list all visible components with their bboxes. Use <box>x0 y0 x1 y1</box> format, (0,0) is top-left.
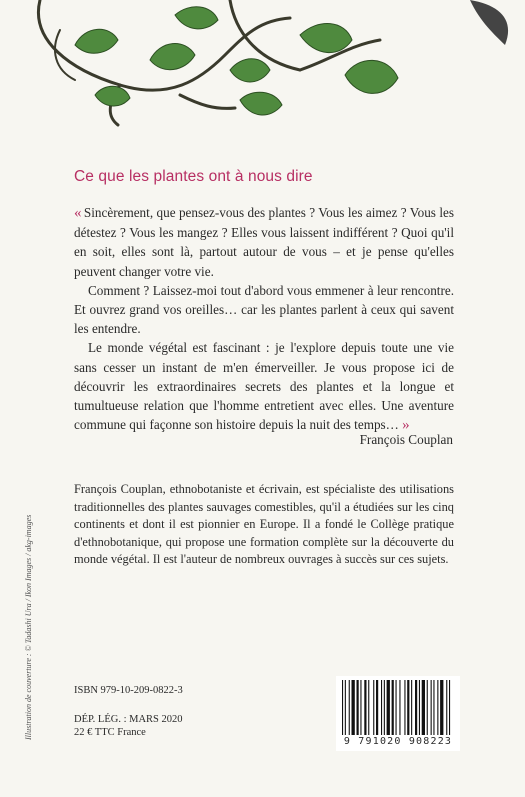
barcode-bar <box>419 680 420 735</box>
barcode-bar <box>342 680 343 735</box>
barcode-bar <box>360 680 361 735</box>
legal-deposit-block <box>74 713 183 739</box>
barcode-bar <box>368 680 369 735</box>
author-bio: François Couplan, ethnobotaniste et écrivain, est spécialiste des utilisations traditionnelles des plantes sauvages comestibles, qu'il a étudiées sur les cinq continents et dont il est pionnier en Europe. Il a fondé le Collège pratique d'ethnobotanique, qui propose une formation complète sur la découverte du monde végétal. Il est l'auteur de nombreux ouvrages à succès sur ces sujets. <box>74 482 454 567</box>
isbn: ISBN 979-10-209-0822-3 <box>74 685 183 696</box>
barcode-bar <box>376 680 378 735</box>
quote-text-2: Comment ? Laissez-moi tout d'abord vous emmener à leur rencontre. Et ouvrez grand vos oreilles… car les plantes parlent à ceux qui savent les entendre. <box>74 282 454 337</box>
barcode-bar <box>364 680 366 735</box>
barcode-bar <box>433 680 434 735</box>
barcode-bar <box>449 680 450 735</box>
legal-deposit: DÉP. LÉG. : MARS 2020 <box>74 714 183 725</box>
quote-paragraph <box>74 338 454 435</box>
barcode-bar <box>440 680 443 735</box>
barcode-bar <box>415 680 417 735</box>
page-title: Ce que les plantes ont à nous dire <box>74 168 313 185</box>
barcode-bar <box>396 680 397 735</box>
vine-leaves-illustration <box>0 0 525 140</box>
barcode-bar <box>352 680 355 735</box>
barcode-bar <box>384 680 385 735</box>
quote-text-1: Sincèrement, que pensez-vous des plantes ? Vous les aimez ? Vous les détestez ? Vous les mangez ? Elles vous laissent indifférent ? Quoi qu'il en soit, elles sont là, partout autour de vous – et je pense qu'elles peuvent changer votre vie. <box>74 205 454 279</box>
barcode-bar <box>427 680 428 735</box>
close-quote-mark: » <box>402 417 409 434</box>
open-quote-mark: « <box>74 205 81 221</box>
barcode-bar <box>349 680 350 735</box>
barcode-bar <box>399 680 400 735</box>
barcode-bar <box>437 680 438 735</box>
barcode <box>336 676 460 751</box>
barcode-bar <box>381 680 382 735</box>
barcode-bar <box>357 680 359 735</box>
barcode-bar <box>407 680 409 735</box>
barcode-bar <box>446 680 447 735</box>
quote-block <box>74 203 454 435</box>
barcode-bar <box>431 680 432 735</box>
barcode-bar <box>422 680 425 735</box>
author-signature: François Couplan <box>359 432 453 447</box>
quote-paragraph <box>74 281 454 339</box>
quote-paragraph <box>74 203 454 281</box>
barcode-bar <box>373 680 374 735</box>
cover-credit: Illustration de couverture : © Tadashi Ura / Ikon Images / akg-images <box>24 514 33 740</box>
barcode-bar <box>345 680 346 735</box>
barcode-bars <box>338 680 458 735</box>
barcode-bar <box>392 680 394 735</box>
price: 22 € TTC France <box>74 727 146 738</box>
barcode-bar <box>404 680 405 735</box>
barcode-bar <box>411 680 412 735</box>
barcode-bar <box>387 680 390 735</box>
barcode-digits: 9 791020 908223 <box>343 736 453 747</box>
quote-text-3: Le monde végétal est fascinant : je l'explore depuis toute une vie sans cesser un instant de m'en émerveiller. Je vous propose ici de découvrir les extraordinaires secrets des plantes et la longue et tumultueuse relation que l'homme entretient avec elles. Une aventure commune qui façonne son histoire depuis la nuit des temps… <box>74 340 454 433</box>
